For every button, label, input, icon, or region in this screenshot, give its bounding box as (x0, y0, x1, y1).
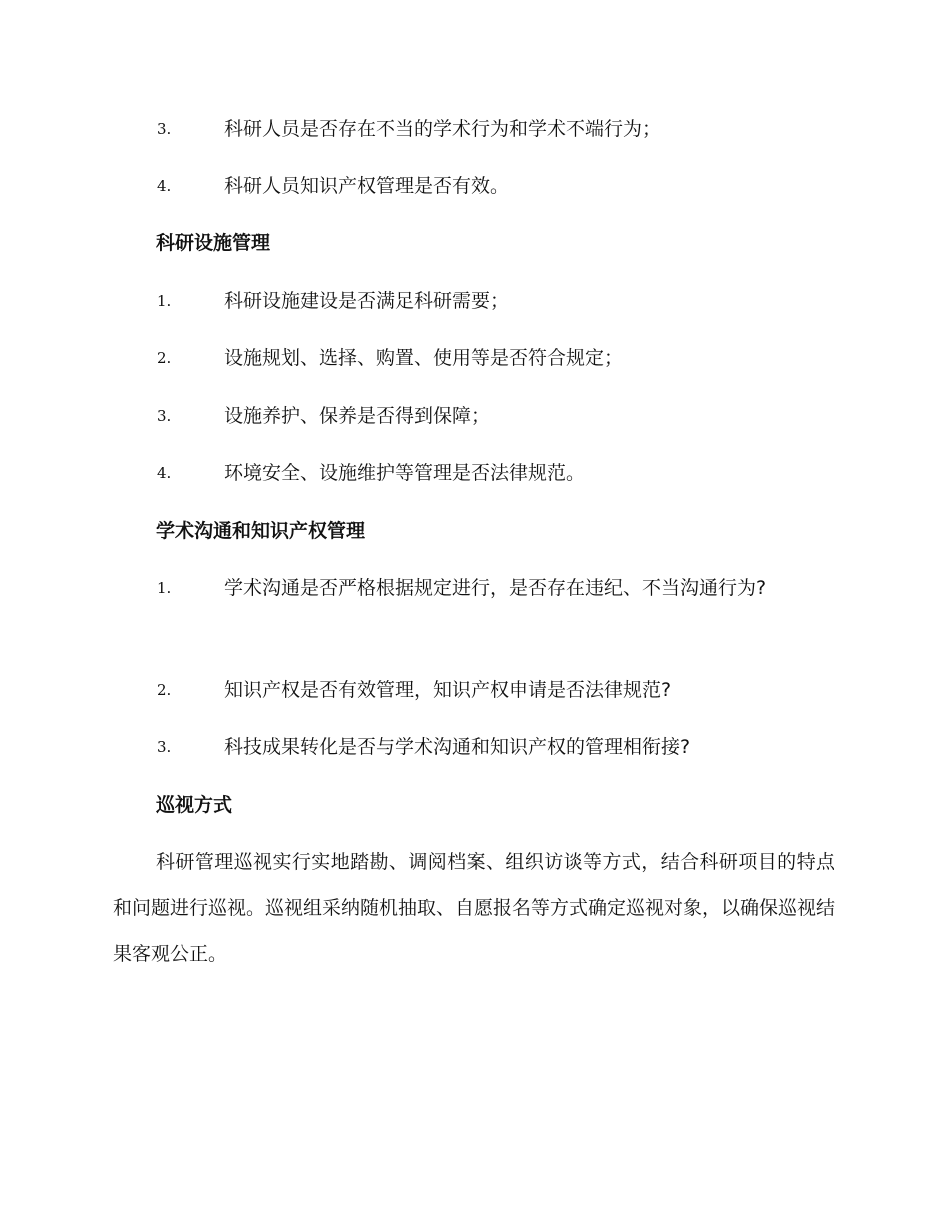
section-heading: 巡视方式 (156, 794, 233, 816)
list-item (113, 106, 833, 152)
list-item (113, 565, 833, 611)
section-heading: 科研设施管理 (156, 232, 271, 254)
list-text: 知识产权是否有效管理，知识产权申请是否法律规范? (224, 679, 672, 701)
list-item (113, 163, 833, 209)
list-item (113, 667, 833, 713)
body-paragraph: 科研管理巡视实行实地踏勘、调阅档案、组织访谈等方式，结合科研项目的特点和问题进行巡视。巡视组采纳随机抽取、自愿报名等方式确定巡视对象，以确保巡视结果客观公正。 (113, 851, 836, 965)
section-heading: 学术沟通和知识产权管理 (156, 520, 366, 542)
list-text: 科研人员知识产权管理是否有效。 (224, 175, 510, 197)
list-text: 设施养护、保养是否得到保障； (224, 405, 491, 427)
list-number: 3. (157, 738, 172, 756)
list-number: 4. (157, 464, 172, 482)
list-text: 科技成果转化是否与学术沟通和知识产权的管理相衔接? (224, 736, 691, 758)
list-text: 环境安全、设施维护等管理是否法律规范。 (224, 462, 586, 484)
list-item (113, 278, 833, 324)
list-item (113, 724, 833, 770)
list-number: 3. (157, 407, 172, 425)
list-number: 2. (157, 681, 172, 699)
list-number: 2. (157, 349, 172, 367)
list-number: 1. (157, 579, 172, 597)
list-text: 科研人员是否存在不当的学术行为和学术不端行为； (224, 118, 662, 140)
list-number: 4. (157, 177, 172, 195)
list-item (113, 450, 833, 496)
list-number: 3. (157, 120, 172, 138)
list-text: 学术沟通是否严格根据规定进行，是否存在违纪、不当沟通行为? (224, 577, 767, 599)
list-text: 设施规划、选择、购置、使用等是否符合规定； (224, 347, 624, 369)
list-item (113, 393, 833, 439)
list-number: 1. (157, 292, 172, 310)
list-text: 科研设施建设是否满足科研需要； (224, 290, 510, 312)
list-item (113, 335, 833, 381)
